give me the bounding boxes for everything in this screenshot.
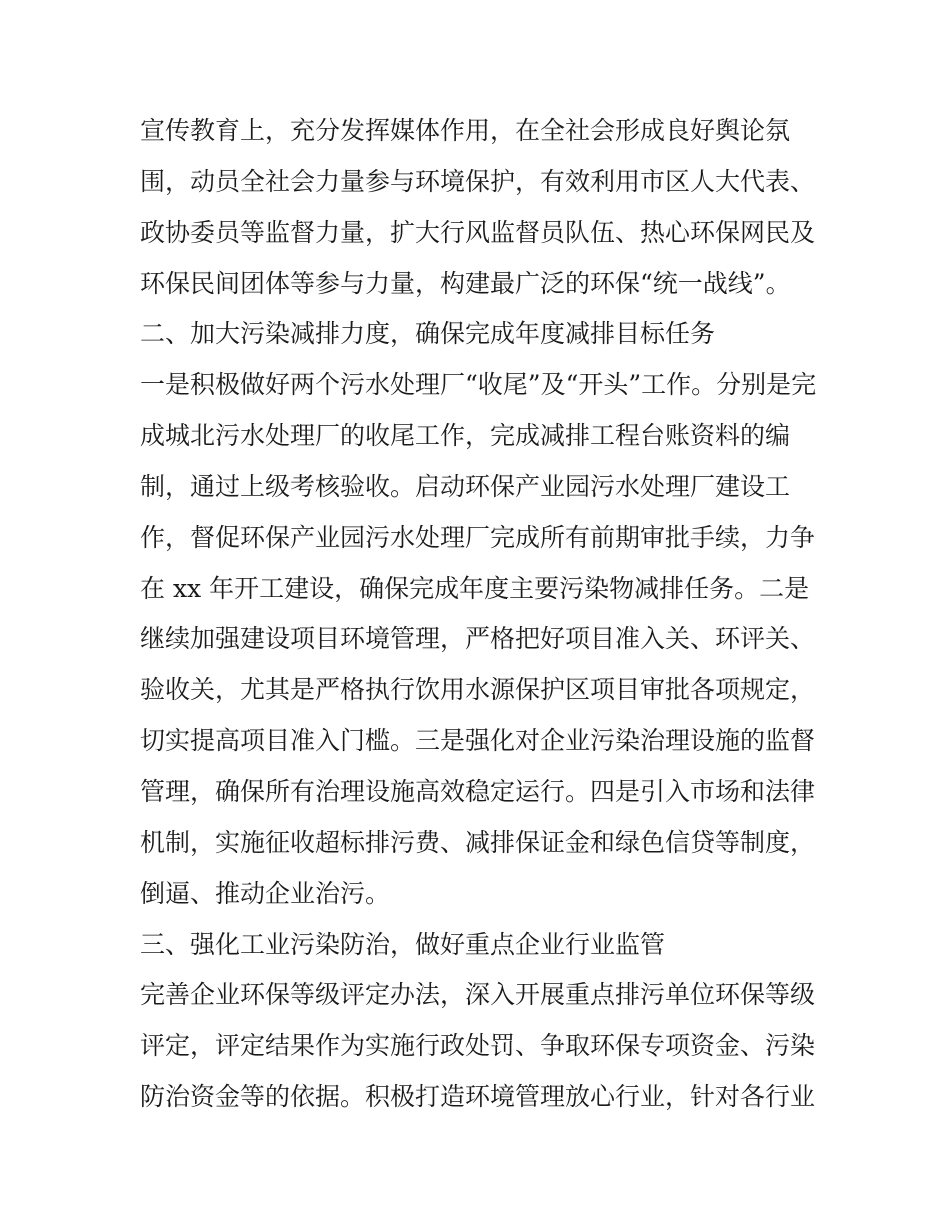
text-line: 继续加强建设项目环境管理，严格把好项目准入关、环评关、 xyxy=(140,624,816,654)
text-line: 评定，评定结果作为实施行政处罚、争取环保专项资金、污染 xyxy=(140,1031,816,1061)
text-line: 制，通过上级考核验收。启动环保产业园污水处理厂建设工 xyxy=(140,471,791,501)
text-line: 成城北污水处理厂的收尾工作，完成减排工程台账资料的编 xyxy=(140,421,791,451)
body-text xyxy=(140,106,830,1123)
text-line: 完善企业环保等级评定办法，深入开展重点排污单位环保等级 xyxy=(140,980,816,1010)
text-line: 验收关，尤其是严格执行饮用水源保护区项目审批各项规定， xyxy=(140,675,816,705)
text-line: 围，动员全社会力量参与环境保护，有效利用市区人大代表、 xyxy=(140,166,816,196)
section-heading-3: 三、强化工业污染防治，做好重点企业行业监管 xyxy=(140,929,666,959)
text-line: 环保民间团体等参与力量，构建最广泛的环保“统一战线”。 xyxy=(140,268,791,298)
text-line: 防治资金等的依据。积极打造环境管理放心行业，针对各行业 xyxy=(140,1082,816,1112)
text-line: 政协委员等监督力量，扩大行风监督员队伍、热心环保网民及 xyxy=(140,217,816,247)
text-line: 作，督促环保产业园污水处理厂完成所有前期审批手续，力争 xyxy=(140,522,816,552)
text-line: 宣传教育上，充分发挥媒体作用，在全社会形成良好舆论氛 xyxy=(140,116,791,145)
text-line: 在 xx 年开工建设，确保完成年度主要污染物减排任务。二是 xyxy=(140,573,810,603)
section-heading-2: 二、加大污染减排力度，确保完成年度减排目标任务 xyxy=(140,319,716,349)
text-line: 倒逼、推动企业治污。 xyxy=(140,878,391,908)
text-line: 机制，实施征收超标排污费、减排保证金和绿色信贷等制度， xyxy=(140,827,816,857)
text-line: 管理，确保所有治理设施高效稳定运行。四是引入市场和法律 xyxy=(140,776,816,806)
text-line: 一是积极做好两个污水处理厂“收尾”及“开头”工作。分别是完 xyxy=(140,370,817,400)
text-line: 切实提高项目准入门槛。三是强化对企业污染治理设施的监督 xyxy=(140,726,816,756)
